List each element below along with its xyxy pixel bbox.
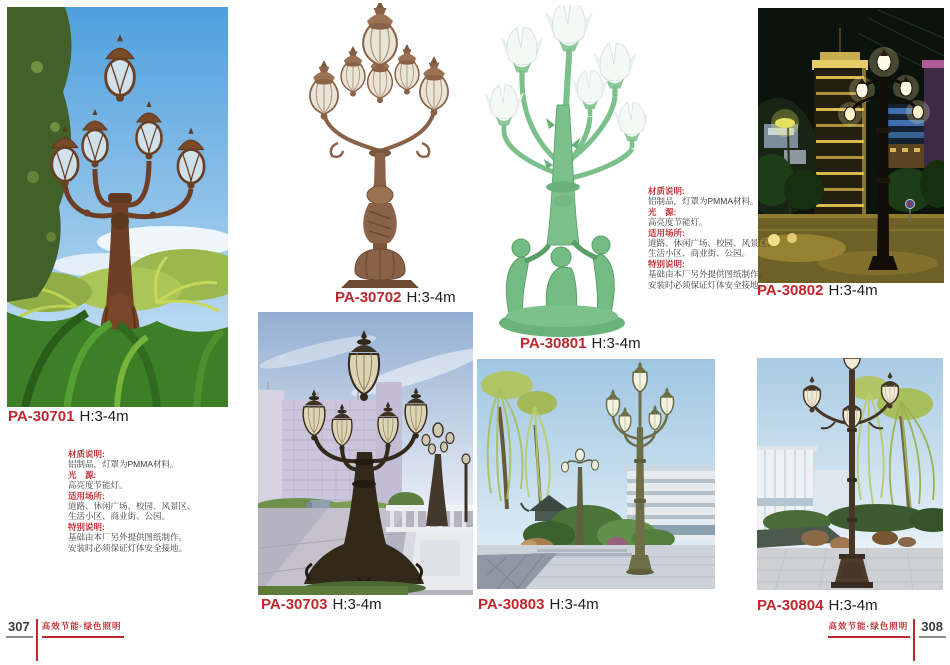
product-id: PA-30801 <box>520 335 587 352</box>
photo-pa-30802-image <box>758 8 944 283</box>
rock <box>872 531 898 545</box>
product-id: PA-30804 <box>757 597 824 614</box>
photo-pa-30801-image <box>477 5 647 340</box>
spec-places-label: 适用场所: <box>648 227 685 238</box>
footer-divider <box>36 619 38 661</box>
spec-material-label: 材质说明: <box>68 449 105 459</box>
product-photo-pa-30801 <box>477 5 647 340</box>
lamp-plinth <box>341 280 419 288</box>
product-height: H:3-4m <box>332 596 382 613</box>
statue-tulip-lamp <box>484 5 647 337</box>
candelabra-lamp <box>310 3 448 288</box>
photo-pa-30702-image <box>283 3 473 288</box>
product-height: H:3-4m <box>828 597 878 614</box>
spec-material-label: 材质说明: <box>648 186 685 196</box>
photo-pa-30701-image <box>7 7 228 407</box>
photo-pa-30803-image <box>477 359 715 589</box>
spec-source-value: 高亮度节能灯。 <box>648 217 708 228</box>
spec-block-left <box>68 449 196 553</box>
photo-pa-30804-image <box>757 358 943 590</box>
product-height: H:3-4m <box>549 596 599 613</box>
page-footer-right <box>828 619 946 661</box>
product-caption-pa-30801 <box>520 336 641 352</box>
page-number-right: 308 <box>919 619 946 638</box>
product-id: PA-30703 <box>261 596 328 613</box>
apartment-buildings <box>258 382 402 508</box>
product-caption-pa-30702 <box>335 290 456 306</box>
product-id: PA-30802 <box>757 282 824 299</box>
spec-material-value: 铝制品，灯罩为PMMA材料。 <box>648 196 759 207</box>
spec-places-value-1: 道路、休闲广场、校园、风景区、 <box>68 501 196 512</box>
photo-pa-30703-image <box>258 312 473 595</box>
product-photo-pa-30702 <box>283 3 473 288</box>
product-photo-pa-30703 <box>258 312 473 595</box>
product-height: H:3-4m <box>406 289 456 306</box>
product-height: H:3-4m <box>591 335 641 352</box>
page-footer-left <box>6 619 124 661</box>
product-id: PA-30702 <box>335 289 402 306</box>
product-caption-pa-30703 <box>261 597 382 613</box>
spec-source-value: 高亮度节能灯。 <box>68 480 128 491</box>
spec-material-value: 铝制品，灯罩为PMMA材料。 <box>68 459 179 470</box>
footer-slogan-left: 高效节能·绿色照明 <box>42 619 124 638</box>
product-id: PA-30803 <box>478 596 545 613</box>
spec-places-value-2: 生活小区、商业街、公园。 <box>68 511 171 522</box>
product-caption-pa-30701 <box>8 409 129 425</box>
product-caption-pa-30803 <box>478 597 599 613</box>
product-caption-pa-30804 <box>757 598 878 614</box>
spec-special-label: 特别说明: <box>648 258 685 269</box>
truck <box>310 500 330 509</box>
page-number-left: 307 <box>6 619 33 638</box>
product-photo-pa-30802 <box>758 8 944 283</box>
spec-special-value-1: 基础由本厂另外提供图纸制作。 <box>68 532 188 543</box>
product-id: PA-30701 <box>8 408 75 425</box>
grass-strip <box>258 586 408 595</box>
spec-source-label: 光 源: <box>648 206 677 217</box>
spec-places-label: 适用场所: <box>68 490 105 501</box>
spec-block-right <box>648 186 776 290</box>
spec-special-label: 特别说明: <box>68 521 105 532</box>
rock <box>801 530 829 546</box>
product-height: H:3-4m <box>79 408 129 425</box>
product-height: H:3-4m <box>828 282 878 299</box>
spec-source-label: 光 源: <box>68 469 97 480</box>
product-photo-pa-30804 <box>757 358 943 590</box>
footer-divider <box>913 619 915 661</box>
footer-slogan-right: 高效节能·绿色照明 <box>828 619 910 638</box>
product-photo-pa-30701 <box>7 7 228 407</box>
spec-special-value-2: 安装时必须保证灯体安全接地。 <box>68 542 188 553</box>
spec-special-value-2: 安装时必须保证灯体安全接地。 <box>648 279 768 290</box>
spec-places-value-1: 道路、休闲广场、校园、风景区、 <box>648 238 776 249</box>
spec-special-value-1: 基础由本厂另外提供图纸制作。 <box>648 269 768 280</box>
product-photo-pa-30803 <box>477 359 715 589</box>
spec-places-value-2: 生活小区、商业街、公园。 <box>648 248 751 259</box>
